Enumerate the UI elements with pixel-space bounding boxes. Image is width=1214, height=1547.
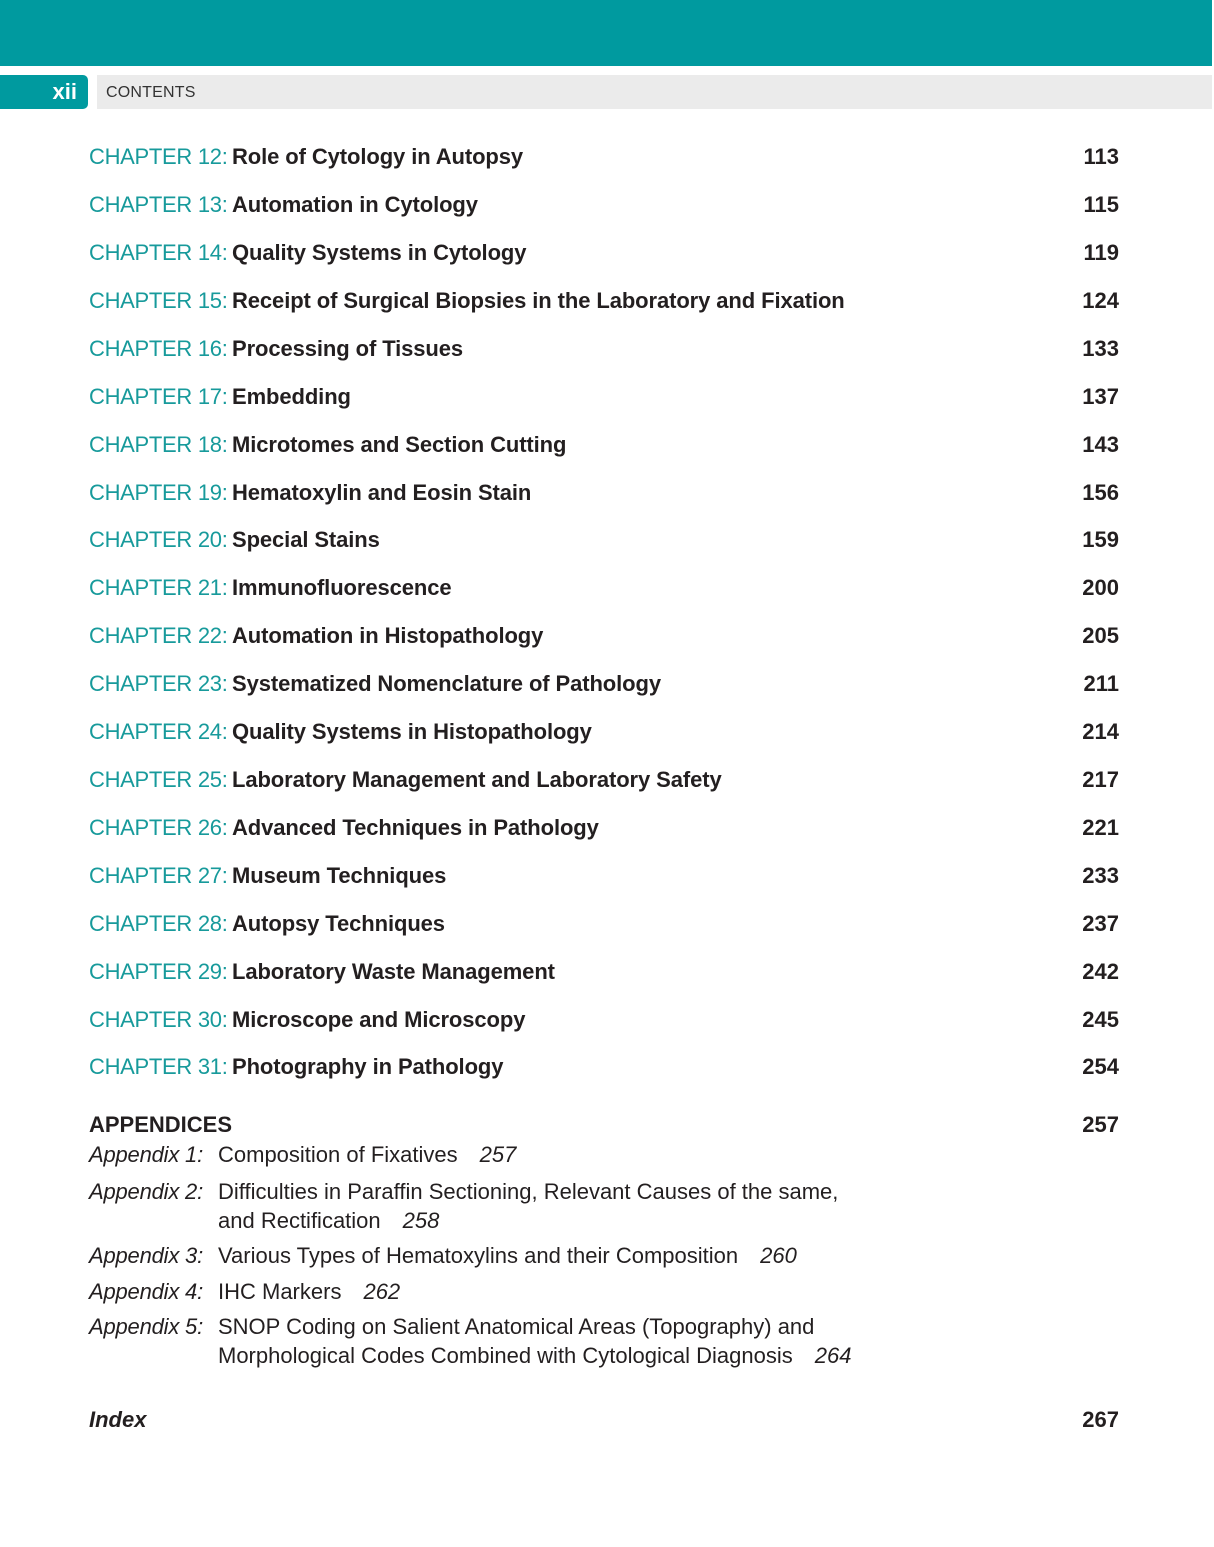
chapter-page-number: 211 xyxy=(1083,671,1119,696)
chapter-page-number: 237 xyxy=(1082,911,1119,936)
chapter-label: CHAPTER 23: xyxy=(89,671,228,696)
appendix-title xyxy=(218,1177,898,1235)
chapter-title: Microscope and Microscopy xyxy=(232,1007,526,1032)
toc-entry-chapter-16[interactable] xyxy=(89,334,1119,364)
toc-entry-chapter-27[interactable] xyxy=(89,861,1119,891)
chapter-label: CHAPTER 29: xyxy=(89,959,228,984)
chapter-page-number: 233 xyxy=(1082,863,1119,888)
chapter-page-number: 245 xyxy=(1082,1007,1119,1032)
chapter-title: Advanced Techniques in Pathology xyxy=(232,815,599,840)
toc-entry-chapter-17[interactable] xyxy=(89,382,1119,412)
chapter-title: Embedding xyxy=(232,384,351,409)
chapter-title: Special Stains xyxy=(232,527,380,552)
appendix-title-line: SNOP Coding on Salient Anatomical Areas (Topography) and xyxy=(218,1314,815,1339)
page-folio: xii xyxy=(0,75,88,109)
chapter-label: CHAPTER 22: xyxy=(89,623,228,648)
chapter-label: CHAPTER 27: xyxy=(89,863,228,888)
chapter-title: Systematized Nomenclature of Pathology xyxy=(232,671,661,696)
toc-entry-chapter-12[interactable] xyxy=(89,142,1119,172)
toc-entry-chapter-30[interactable] xyxy=(89,1005,1119,1035)
chapter-title: Laboratory Waste Management xyxy=(232,959,555,984)
toc-entry-chapter-24[interactable] xyxy=(89,717,1119,747)
toc-entry-chapter-18[interactable] xyxy=(89,430,1119,460)
chapter-page-number: 113 xyxy=(1083,144,1119,169)
chapter-label: CHAPTER 19: xyxy=(89,480,228,505)
chapter-page-number: 254 xyxy=(1082,1054,1119,1079)
appendix-label: Appendix 5: xyxy=(89,1314,203,1339)
appendix-title-line: and Rectification xyxy=(218,1208,381,1233)
appendix-page-number: 257 xyxy=(479,1142,517,1167)
chapter-title: Quality Systems in Histopathology xyxy=(232,719,592,744)
chapter-page-number: 214 xyxy=(1082,719,1119,744)
appendix-label: Appendix 3: xyxy=(89,1243,203,1268)
toc-entry-chapter-21[interactable] xyxy=(89,573,1119,603)
chapter-label: CHAPTER 16: xyxy=(89,336,228,361)
chapter-title: Quality Systems in Cytology xyxy=(232,240,527,265)
toc-entry-appendices[interactable] xyxy=(89,1110,1119,1140)
chapter-label: CHAPTER 20: xyxy=(89,527,228,552)
toc-entry-chapter-14[interactable] xyxy=(89,238,1119,268)
chapter-page-number: 156 xyxy=(1082,480,1119,505)
chapter-page-number: 205 xyxy=(1082,623,1119,648)
appendix-title-line: Composition of Fixatives xyxy=(218,1142,458,1167)
appendix-page-number: 260 xyxy=(760,1243,797,1268)
index-label: Index xyxy=(89,1407,147,1432)
running-head-label: CONTENTS xyxy=(106,84,196,101)
chapter-label: CHAPTER 31: xyxy=(89,1054,228,1079)
chapter-label: CHAPTER 12: xyxy=(89,144,228,169)
chapter-page-number: 242 xyxy=(1082,959,1119,984)
chapter-label: CHAPTER 24: xyxy=(89,719,228,744)
chapter-title: Automation in Cytology xyxy=(232,192,478,217)
toc-entry-chapter-23[interactable] xyxy=(89,669,1119,699)
chapter-label: CHAPTER 18: xyxy=(89,432,228,457)
chapter-label: CHAPTER 13: xyxy=(89,192,228,217)
chapter-title: Photography in Pathology xyxy=(232,1054,504,1079)
appendices-heading: APPENDICES xyxy=(89,1112,233,1137)
appendix-label: Appendix 2: xyxy=(89,1179,203,1204)
appendix-label: Appendix 1: xyxy=(89,1142,203,1167)
chapter-page-number: 124 xyxy=(1082,288,1119,313)
appendix-title-line: Difficulties in Paraffin Sectioning, Relevant Causes of the same, xyxy=(218,1179,839,1204)
toc-entry-chapter-15[interactable] xyxy=(89,286,1119,316)
chapter-title: Automation in Histopathology xyxy=(232,623,544,648)
chapter-page-number: 217 xyxy=(1082,767,1119,792)
appendix-page-number: 264 xyxy=(814,1343,852,1368)
chapter-title: Processing of Tissues xyxy=(232,336,464,361)
chapter-label: CHAPTER 17: xyxy=(89,384,228,409)
appendix-title xyxy=(218,1312,898,1370)
chapter-page-number: 159 xyxy=(1082,527,1119,552)
appendix-title-line: Morphological Codes Combined with Cytological Diagnosis xyxy=(218,1343,793,1368)
chapter-label: CHAPTER 14: xyxy=(89,240,228,265)
appendix-page-number: 262 xyxy=(363,1279,401,1304)
top-color-band xyxy=(0,0,1212,66)
chapter-label: CHAPTER 28: xyxy=(89,911,228,936)
chapter-label: CHAPTER 25: xyxy=(89,767,228,792)
chapter-title: Autopsy Techniques xyxy=(232,911,445,936)
toc-entry-chapter-31[interactable] xyxy=(89,1052,1119,1082)
index-page-number: 267 xyxy=(1082,1407,1119,1432)
toc-entry-chapter-20[interactable] xyxy=(89,525,1119,555)
running-head xyxy=(0,75,1212,109)
chapter-page-number: 143 xyxy=(1082,432,1119,457)
chapter-page-number: 119 xyxy=(1083,240,1119,265)
chapter-title: Role of Cytology in Autopsy xyxy=(232,144,524,169)
chapter-title: Microtomes and Section Cutting xyxy=(232,432,567,457)
running-head-strip xyxy=(97,75,1212,109)
appendix-title xyxy=(218,1277,898,1306)
appendix-label: Appendix 4: xyxy=(89,1279,203,1304)
chapter-page-number: 137 xyxy=(1082,384,1119,409)
chapter-title: Immunofluorescence xyxy=(232,575,452,600)
toc-entry-chapter-29[interactable] xyxy=(89,957,1119,987)
chapter-page-number: 133 xyxy=(1082,336,1119,361)
toc-entry-chapter-19[interactable] xyxy=(89,478,1119,508)
chapter-label: CHAPTER 30: xyxy=(89,1007,228,1032)
toc-entry-chapter-26[interactable] xyxy=(89,813,1119,843)
toc-entry-chapter-13[interactable] xyxy=(89,190,1119,220)
appendix-title-line: Various Types of Hematoxylins and their Composition xyxy=(218,1243,739,1268)
chapter-title: Laboratory Management and Laboratory Safety xyxy=(232,767,722,792)
chapter-page-number: 200 xyxy=(1082,575,1119,600)
chapter-title: Hematoxylin and Eosin Stain xyxy=(232,480,532,505)
toc-entry-index[interactable] xyxy=(89,1405,1119,1435)
chapter-title: Receipt of Surgical Biopsies in the Laboratory and Fixation xyxy=(232,288,845,313)
chapter-page-number: 115 xyxy=(1083,192,1119,217)
chapter-label: CHAPTER 21: xyxy=(89,575,228,600)
chapter-label: CHAPTER 26: xyxy=(89,815,228,840)
appendix-title xyxy=(218,1241,898,1270)
appendix-title xyxy=(218,1140,898,1169)
appendices-page-number: 257 xyxy=(1082,1112,1119,1137)
chapter-title: Museum Techniques xyxy=(232,863,447,888)
toc-entry-chapter-22[interactable] xyxy=(89,621,1119,651)
chapter-page-number: 221 xyxy=(1082,815,1119,840)
toc-entry-chapter-28[interactable] xyxy=(89,909,1119,939)
toc-entry-chapter-25[interactable] xyxy=(89,765,1119,795)
appendix-title-line: IHC Markers xyxy=(218,1279,342,1304)
appendix-page-number: 258 xyxy=(402,1208,440,1233)
chapter-label: CHAPTER 15: xyxy=(89,288,228,313)
